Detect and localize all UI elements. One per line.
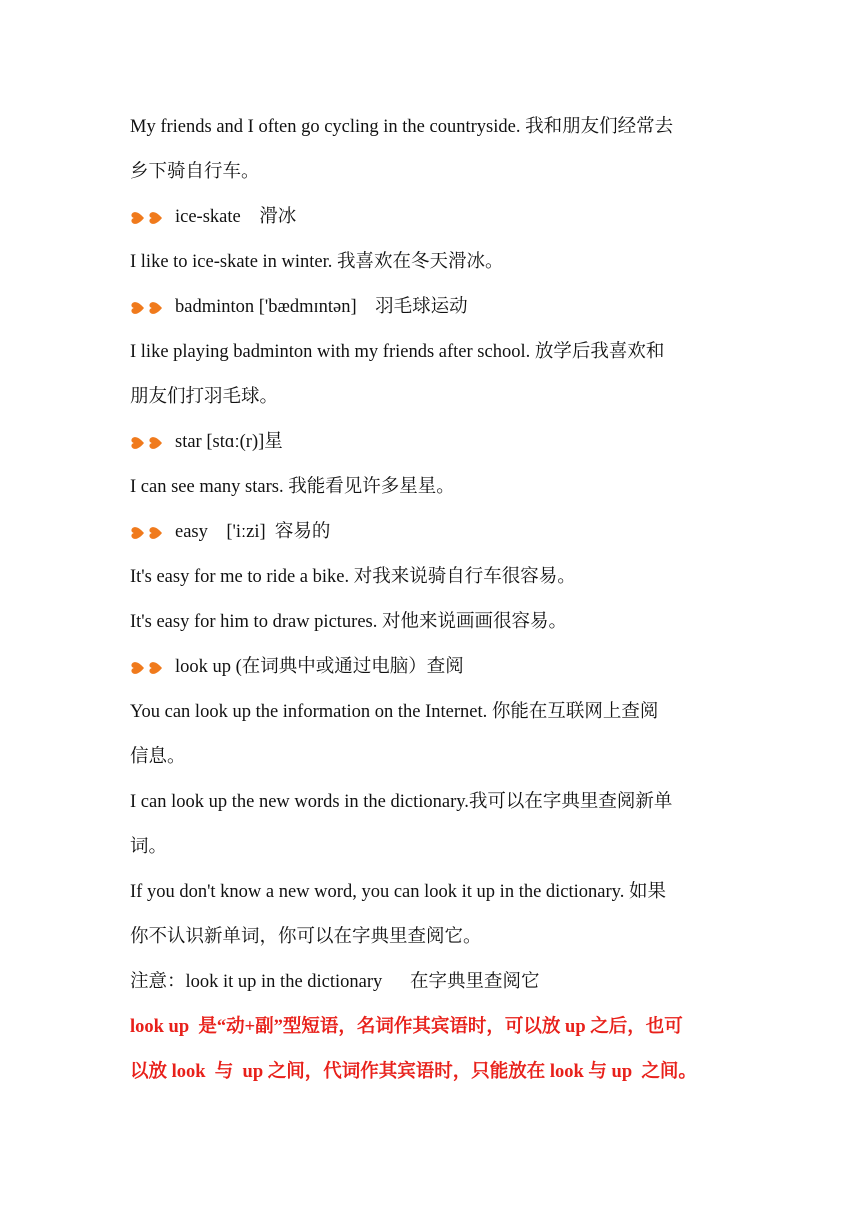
heart-shape bbox=[131, 527, 144, 539]
text-line: You can look up the information on the Internet. 你能在互联网上查阅 bbox=[130, 702, 659, 722]
heart-shape bbox=[131, 662, 144, 674]
heart-shape bbox=[131, 437, 144, 449]
vocab-heading-text: badminton ['bædmɪntən] 羽毛球运动 bbox=[175, 297, 468, 317]
grammar-note-line: 以放 look 与 up 之间，代词作其宾语时，只能放在 look 与 up 之间。 bbox=[130, 1062, 697, 1082]
text-line: It's easy for me to ride a bike. 对我来说骑自行车很容易。 bbox=[130, 567, 576, 587]
text-line: I like to ice-skate in winter. 我喜欢在冬天滑冰。 bbox=[130, 252, 504, 272]
text-line: I can look up the new words in the dictionary.我可以在字典里查阅新单 bbox=[130, 792, 673, 812]
text-line: 注意：look it up in the dictionary 在字典里查阅它 bbox=[130, 972, 540, 992]
heart-shape bbox=[131, 302, 144, 314]
heart-shape bbox=[149, 437, 162, 449]
heart-shape bbox=[149, 527, 162, 539]
vocab-heading bbox=[130, 195, 740, 240]
double-orange-heart-icon bbox=[130, 659, 166, 677]
text-line: It's easy for him to draw pictures. 对他来说画画很容易。 bbox=[130, 612, 567, 632]
text-line: If you don't know a new word, you can look it up in the dictionary. 如果 bbox=[130, 882, 666, 902]
vocab-heading-text: star [stɑː(r)]星 bbox=[175, 432, 283, 452]
double-orange-heart-icon bbox=[130, 299, 166, 317]
vocab-heading-text: look up (在词典中或通过电脑）查阅 bbox=[175, 657, 464, 677]
text-line: I like playing badminton with my friends after school. 放学后我喜欢和 bbox=[130, 342, 665, 362]
text-line: 你不认识新单词，你可以在字典里查阅它。 bbox=[130, 927, 482, 947]
vocab-heading bbox=[130, 285, 740, 330]
double-orange-heart-icon bbox=[130, 524, 166, 542]
text-line: 词。 bbox=[130, 837, 168, 857]
grammar-note-line: look up 是“动+副”型短语，名词作其宾语时，可以放 up 之后，也可 bbox=[130, 1017, 683, 1037]
vocab-heading bbox=[130, 510, 740, 555]
vocab-heading bbox=[130, 645, 740, 690]
heart-shape bbox=[149, 212, 162, 224]
heart-shape bbox=[149, 662, 162, 674]
vocab-heading-text: ice-skate 滑冰 bbox=[175, 207, 297, 227]
double-orange-heart-icon bbox=[130, 209, 166, 227]
document-page bbox=[130, 105, 740, 1095]
heart-shape bbox=[149, 302, 162, 314]
heart-shape bbox=[131, 212, 144, 224]
text-line: 朋友们打羽毛球。 bbox=[130, 387, 279, 407]
vocab-heading-text: easy ['iːzi] 容易的 bbox=[175, 522, 331, 542]
vocab-heading bbox=[130, 420, 740, 465]
text-line: 信息。 bbox=[130, 747, 186, 767]
text-line: I can see many stars. 我能看见许多星星。 bbox=[130, 477, 455, 497]
text-line: 乡下骑自行车。 bbox=[130, 162, 260, 182]
text-line: My friends and I often go cycling in the countryside. 我和朋友们经常去 bbox=[130, 117, 674, 137]
double-orange-heart-icon bbox=[130, 434, 166, 452]
